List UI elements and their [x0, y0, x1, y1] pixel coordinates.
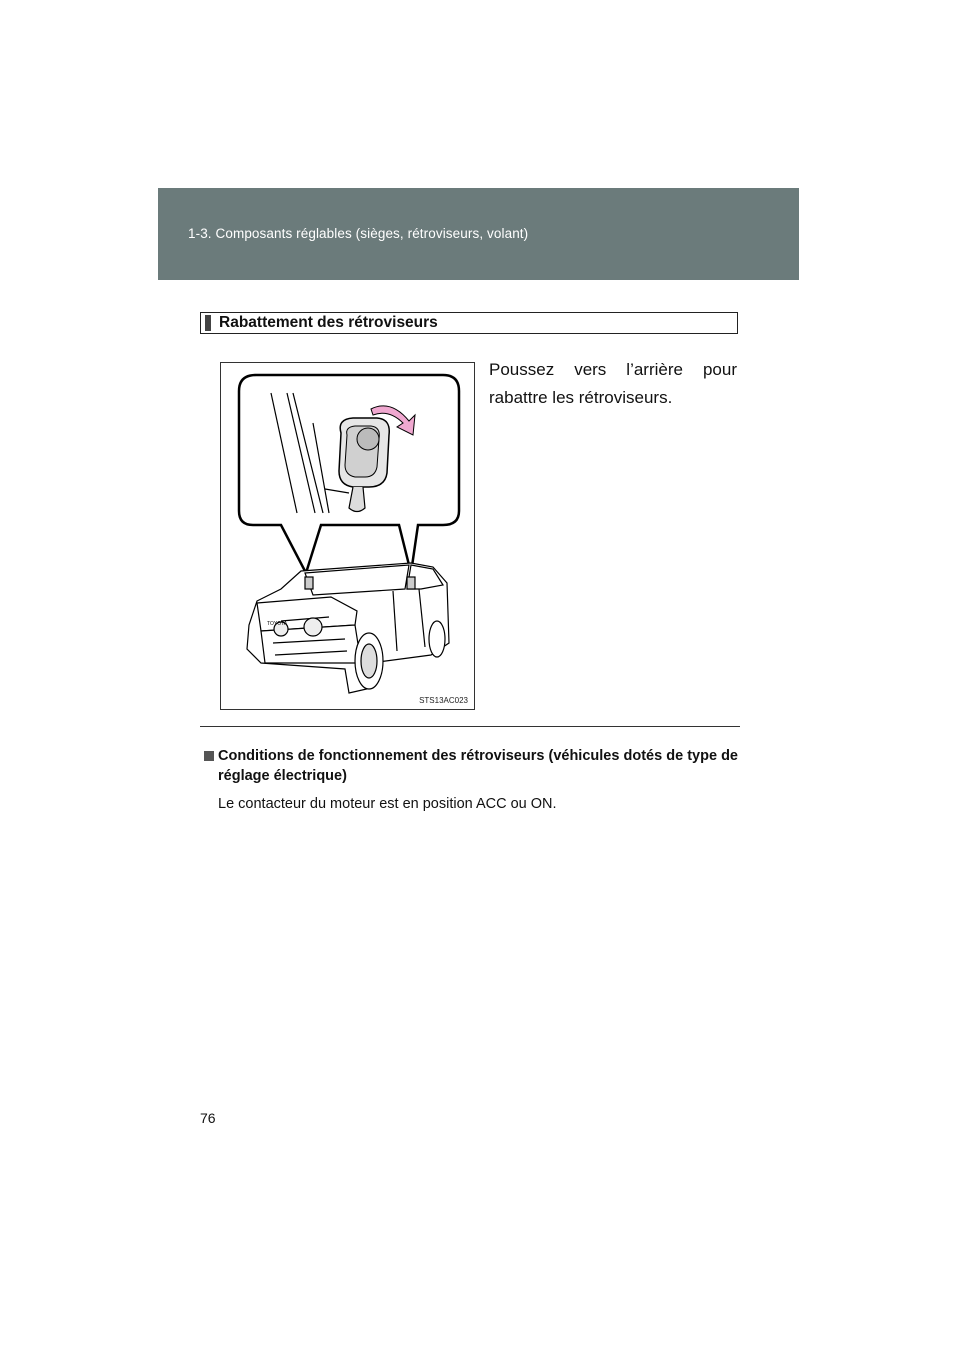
vehicle-icon: [247, 563, 449, 693]
chapter-header-band: [158, 188, 799, 280]
instruction-text: Poussez vers l’arrière pour rabattre les rétroviseurs.: [489, 360, 737, 407]
note-block: [204, 746, 738, 814]
page-number: 76: [200, 1110, 216, 1126]
note-heading: Conditions de fonctionnement des rétroviseurs (véhicules dotés de type de réglage électrique): [218, 748, 738, 784]
figure-code: STS13AC023: [419, 696, 468, 705]
note-heading-wrap: [204, 746, 738, 786]
chapter-title: 1-3. Composants réglables (sièges, rétroviseurs, volant): [188, 226, 529, 241]
mirror-fold-illustration: [221, 363, 476, 711]
figure-illustration: [220, 362, 475, 710]
section-title-box: [200, 312, 738, 334]
note-bullet-square: [204, 751, 214, 761]
vehicle-brand-logo: TOYOTA: [267, 621, 288, 627]
section-title: Rabattement des rétroviseurs: [219, 314, 438, 331]
section-divider: [200, 726, 740, 727]
section-marker: [205, 315, 211, 331]
note-body: Le contacteur du moteur est en position ACC ou ON.: [218, 796, 557, 812]
